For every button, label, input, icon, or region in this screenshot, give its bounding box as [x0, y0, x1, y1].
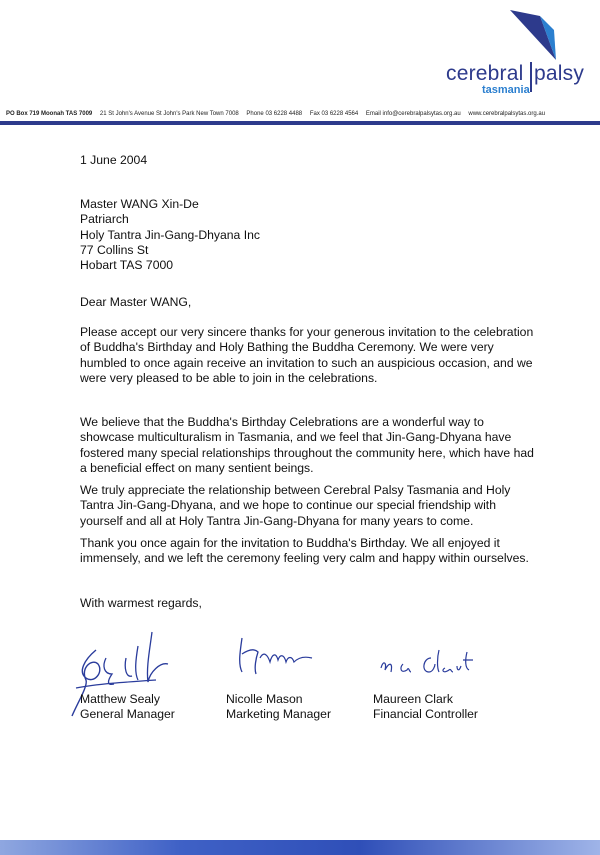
- handwritten-signature-clark: [373, 628, 483, 684]
- body-paragraph: We truly appreciate the relationship between Cerebral Palsy Tasmania and Holy Tantra Jin-Gang-Dhyana, and we hope to continue our special friendship with yourself and all at Holy Tantra Jin-Gang-Dhyana for many years to come.: [80, 483, 511, 528]
- street-address: 21 St John's Avenue St John's Park New Town 7008: [99, 111, 239, 117]
- email-address[interactable]: Email info@cerebralpalsytas.org.au: [365, 111, 461, 117]
- letter-greeting: Dear Master WANG,: [80, 295, 192, 309]
- body-paragraph: Thank you once again for the invitation to Buddha's Birthday. We all enjoyed it immensely, and we left the ceremony feeling very calm and happy within ourselves.: [80, 536, 529, 566]
- website-url[interactable]: www.cerebralpalsytas.org.au: [468, 111, 546, 117]
- body-paragraph: Please accept our very sincere thanks for your generous invitation to the celebration of Buddha's Birthday and Holy Bathing the Buddha Ceremony. We were very humbled to once again receive an invitation to such an auspicious occasion, and we were very pleased to be able to join in the celebrations.: [80, 325, 534, 385]
- logo-word-cerebral: cerebral: [446, 62, 524, 85]
- recipient-city: Hobart TAS 7000: [80, 258, 174, 273]
- signatory-title: Financial Controller: [373, 707, 478, 721]
- letterhead-rule: [0, 121, 600, 125]
- fax-number: Fax 03 6228 4564: [309, 111, 359, 117]
- phone-number: Phone 03 6228 4488: [246, 111, 303, 117]
- body-paragraph: We believe that the Buddha's Birthday Celebrations are a wonderful way to showcase multiculturalism in Tasmania, and we feel that Jin-Gang-Dhyana have fostered many special relationships throughout the community here, which have had a beneficial effect on many sentient beings.: [80, 415, 534, 475]
- recipient-title: Patriarch: [80, 212, 129, 227]
- logo-word-palsy: palsy: [534, 62, 585, 85]
- footer-stripe: [0, 840, 600, 855]
- cerebral-palsy-logo: [440, 10, 600, 100]
- recipient-address: [80, 197, 260, 273]
- signatory-title: Marketing Manager: [226, 707, 331, 721]
- letter-date: 1 June 2004: [80, 153, 148, 167]
- logo-subtitle: tasmania: [482, 84, 530, 96]
- signatory-name: Nicolle Mason: [226, 692, 303, 706]
- recipient-organisation: Holy Tantra Jin-Gang-Dhyana Inc: [80, 227, 260, 242]
- signatory-title: General Manager: [80, 707, 175, 721]
- logo-triangle-icon: [510, 10, 570, 62]
- letter-closing: With warmest regards,: [80, 596, 202, 610]
- signatory-name: Maureen Clark: [373, 692, 453, 706]
- letterhead-address-line: [6, 111, 596, 117]
- logo-divider: [530, 62, 532, 92]
- recipient-street: 77 Collins St: [80, 242, 149, 257]
- signatory-name: Matthew Sealy: [80, 692, 160, 706]
- recipient-name: Master WANG Xin-De: [80, 197, 199, 211]
- po-box: PO Box 719 Moonah TAS 7009: [6, 111, 93, 117]
- handwritten-signature-mason: [226, 628, 326, 684]
